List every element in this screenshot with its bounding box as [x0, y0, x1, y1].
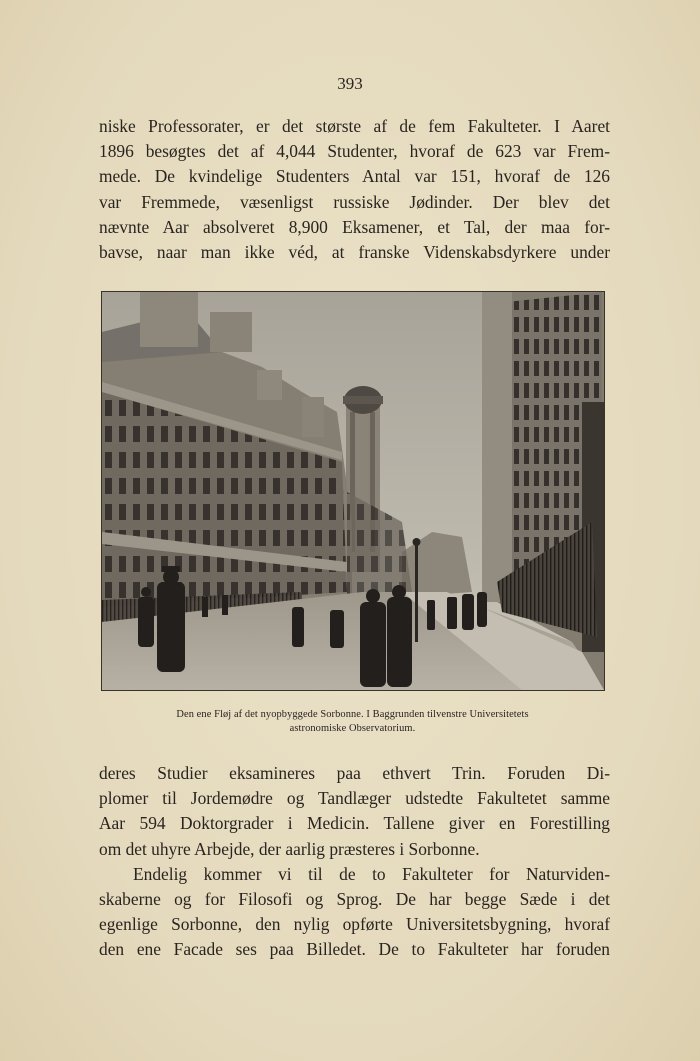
caption-line: Den ene Fløj af det nyopbyggede Sorbonne. I Baggrunden tilvenstre Universitetets: [176, 709, 529, 720]
figure-caption: [100, 708, 605, 735]
sorbonne-street-photo: [101, 291, 605, 691]
body-text-bottom: [99, 761, 610, 963]
text-line: nævnte Aar absolveret 8,900 Eksamener, et Tal, der maa for-: [99, 216, 610, 237]
text-line: niske Professorater, er det største af de fem Fakulteter. I Aaret: [99, 116, 610, 136]
text-line: bavse, naar man ikke véd, at franske Videnskabsdyrkere under: [99, 241, 610, 262]
text-line: egenlige Sorbonne, den nylig opførte Universitetsbygning, hvoraf: [99, 914, 610, 935]
text-line: skaberne og for Filosofi og Sprog. De har begge Sæde i det: [99, 888, 610, 909]
caption-line: astronomiske Observatorium.: [289, 722, 416, 734]
text-line: om det uhyre Arbejde, der aarlig præsteres i Sorbonne.: [99, 838, 480, 859]
page-number: 393: [337, 74, 363, 93]
paragraph-top: [99, 114, 610, 265]
text-line: var Fremmede, væsenligst russiske Jødinder. Der blev det: [99, 191, 610, 212]
text-line: mede. De kvindelige Studenters Antal var 151, hvoraf de 126: [99, 166, 610, 187]
text-line: Endelig kommer vi til de to Fakulteter for Naturviden-: [133, 863, 610, 884]
text-line: plomer til Jordemødre og Tandlæger udstedte Fakultetet samme: [99, 788, 610, 809]
text-line: deres Studier eksamineres paa ethvert Trin. Foruden Di-: [99, 763, 610, 783]
text-line: den ene Facade ses paa Billedet. De to Fakulteter har foruden: [99, 939, 610, 960]
text-line: 1896 besøgtes det af 4,044 Studenter, hvoraf de 623 var Frem-: [99, 141, 610, 162]
text-line: Aar 594 Doktorgrader i Medicin. Tallene giver en Forestilling: [99, 813, 610, 834]
